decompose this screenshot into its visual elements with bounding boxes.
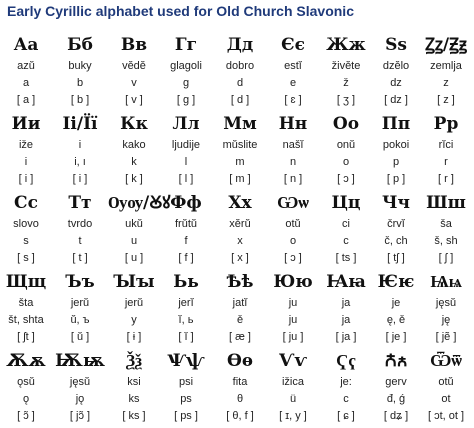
letter-cell (160, 32, 212, 111)
letter-cell (108, 269, 160, 348)
alphabet-row (0, 32, 474, 111)
letter-name: ižica (281, 376, 304, 388)
letter-glyph: Лл (172, 114, 200, 134)
letter-glyph: Бб (67, 35, 93, 55)
letter-glyph: Ꙑꙑ (113, 272, 155, 292)
letter-name: kako (122, 139, 146, 151)
letter-glyph: Пп (381, 114, 411, 134)
letter-transliteration: dz (390, 77, 402, 89)
letter-transliteration: ps (180, 393, 192, 405)
letter-pronunciation: [ θ, f ] (226, 410, 254, 422)
letter-cell (108, 32, 160, 111)
alphabet-row (0, 269, 474, 348)
letter-pronunciation: [ ʃ ] (438, 252, 454, 264)
letter-name: dobro (225, 60, 255, 72)
letter-name: našĭ (282, 139, 304, 151)
letter-glyph: Жж (326, 35, 366, 55)
letter-glyph: Хх (228, 193, 252, 213)
letter-cell (160, 111, 212, 190)
letter-pronunciation: [ k ] (125, 173, 143, 185)
letter-cell (418, 190, 474, 269)
letter-glyph: Чч (382, 193, 410, 213)
letter-transliteration: f (184, 235, 188, 247)
letter-name: pokoi (382, 139, 410, 151)
letter-name: psi (178, 376, 194, 388)
letter-transliteration: i, ı (74, 156, 86, 168)
letter-transliteration: č, ch (384, 235, 408, 247)
letter-cell (320, 32, 372, 111)
letter-cell (418, 269, 474, 348)
alphabet-row (0, 348, 474, 427)
letter-name: buky (68, 60, 92, 72)
letter-transliteration: n (289, 156, 297, 168)
letter-pronunciation: [ jɔ̃ ] (69, 410, 91, 422)
letter-pronunciation: [ x ] (231, 252, 249, 264)
letter-transliteration: y (131, 314, 137, 326)
letter-transliteration: s (23, 235, 29, 247)
letter-cell (320, 269, 372, 348)
letter-cell (214, 111, 266, 190)
letter-name: iže (18, 139, 34, 151)
letter-name: mŭslite (222, 139, 258, 151)
letter-cell (214, 190, 266, 269)
letter-name: jerŭ (70, 297, 90, 309)
letter-pronunciation: [ z ] (437, 94, 455, 106)
letter-glyph: Іі/Її (62, 114, 98, 134)
letter-pronunciation: [ t ] (72, 252, 88, 264)
letter-transliteration: g (182, 77, 190, 89)
letter-cell (370, 111, 422, 190)
letter-name: ukŭ (125, 218, 143, 230)
letter-transliteration: jǫ (75, 393, 85, 405)
letter-cell (0, 111, 52, 190)
letter-name: ksi (127, 376, 141, 388)
letter-pronunciation: [ f ] (178, 252, 194, 264)
letter-name: je: (340, 376, 352, 388)
letter-pronunciation: [ ʒ ] (336, 94, 356, 106)
letter-name: jerĭ (178, 297, 194, 309)
letter-transliteration: ot (441, 393, 451, 405)
letter-glyph: Ѣѣ (226, 272, 254, 292)
letter-cell (0, 269, 52, 348)
letter-cell (108, 348, 160, 427)
letter-glyph: Дд (226, 35, 254, 55)
letter-transliteration: ě (236, 314, 244, 326)
letter-glyph: Шш (426, 193, 466, 213)
letter-glyph: Нн (278, 114, 308, 134)
letter-transliteration: x (237, 235, 243, 247)
letter-name: slovo (13, 218, 39, 230)
letter-transliteration: p (392, 156, 400, 168)
letter-cell (370, 348, 422, 427)
letter-glyph: Ѹѹ/Ꙋꙋ (108, 193, 171, 213)
letter-glyph: Ѱѱ (167, 351, 205, 371)
letter-pronunciation: [ ɛ ] (284, 94, 302, 106)
letter-transliteration: l (184, 156, 188, 168)
letter-cell (0, 32, 52, 111)
letter-transliteration: ǫ (22, 393, 30, 405)
letter-transliteration: ž (343, 77, 349, 89)
letter-glyph: Ҁҁ (336, 351, 356, 371)
letter-transliteration: ja (341, 314, 351, 326)
letter-pronunciation: [ l ] (178, 173, 194, 185)
letter-pronunciation: [ ɕ ] (337, 410, 355, 422)
letter-cell (370, 269, 422, 348)
letter-transliteration: ju (288, 314, 298, 326)
letter-cell (370, 32, 422, 111)
letter-glyph: Сс (14, 193, 38, 213)
letter-cell (54, 190, 106, 269)
letter-name: xĕrŭ (229, 218, 251, 230)
letter-cell (320, 348, 372, 427)
letter-pronunciation: [ æ ] (228, 331, 251, 343)
letter-transliteration: c (343, 393, 349, 405)
letter-glyph: Аа (13, 35, 39, 55)
letter-pronunciation: [ n ] (283, 173, 303, 185)
letter-cell (418, 111, 474, 190)
letter-pronunciation: [ ɨ ] (126, 331, 142, 343)
letter-cell (267, 348, 319, 427)
letter-name: jęsŭ (435, 297, 457, 309)
letter-pronunciation: [ ĭ ] (178, 331, 194, 343)
letter-transliteration: c (343, 235, 349, 247)
letter-transliteration: b (76, 77, 84, 89)
letter-transliteration: d (236, 77, 244, 89)
letter-glyph: Ъъ (65, 272, 95, 292)
letter-glyph: Щщ (5, 272, 47, 292)
letter-pronunciation: [ ɔ ] (337, 173, 355, 185)
letter-glyph: Ѕѕ (385, 35, 407, 55)
letter-pronunciation: [ ja ] (335, 331, 357, 343)
letter-pronunciation: [ a ] (16, 94, 36, 106)
letter-pronunciation: [ r ] (438, 173, 454, 185)
letter-name: otŭ (285, 218, 301, 230)
letter-pronunciation: [ ŭ ] (70, 331, 90, 343)
letter-cell (160, 269, 212, 348)
letter-glyph: Єє (281, 35, 305, 55)
letter-glyph: Ии (11, 114, 41, 134)
letter-cell (214, 32, 266, 111)
letter-pronunciation: [ u ] (124, 252, 144, 264)
letter-pronunciation: [ i ] (18, 173, 34, 185)
letter-name: jatĭ (232, 297, 248, 309)
letter-cell (54, 111, 106, 190)
letter-name: šta (18, 297, 34, 309)
letter-glyph: Ѵѵ (278, 351, 308, 371)
letter-name: ja (341, 297, 351, 309)
letter-glyph: Ѡѡ (277, 193, 309, 213)
letter-name: ǫsŭ (17, 376, 35, 388)
letter-glyph: Вв (120, 35, 148, 55)
letter-cell (267, 111, 319, 190)
letter-glyph: Кк (120, 114, 148, 134)
letter-transliteration: u (130, 235, 138, 247)
letter-name: ju (288, 297, 298, 309)
letter-pronunciation: [ d ] (230, 94, 250, 106)
letter-transliteration: z (443, 77, 449, 89)
letter-cell (54, 32, 106, 111)
letter-cell (54, 348, 106, 427)
letter-cell (267, 190, 319, 269)
letter-glyph: Ьь (173, 272, 199, 292)
letter-name: frŭtŭ (174, 218, 197, 230)
letter-glyph: Мм (223, 114, 257, 134)
page-title: Early Cyrillic alphabet used for Old Church Slavonic (7, 3, 354, 19)
letter-glyph: Тт (68, 193, 92, 213)
letter-transliteration: v (131, 77, 137, 89)
letter-cell (0, 348, 52, 427)
letter-name: i (78, 139, 82, 151)
letter-glyph: Фф (170, 193, 202, 213)
letter-name: jęsŭ (69, 376, 91, 388)
letter-pronunciation: [ ɔt, ot ] (427, 410, 465, 422)
letter-name: ša (440, 218, 452, 230)
letter-name: onŭ (336, 139, 356, 151)
letter-pronunciation: [ ks ] (122, 410, 146, 422)
letter-cell (108, 190, 171, 269)
letter-glyph: Гг (174, 35, 198, 55)
letter-transliteration: k (131, 156, 137, 168)
letter-pronunciation: [ p ] (386, 173, 406, 185)
letter-pronunciation: [ tʃ ] (387, 252, 405, 264)
letter-cell (214, 269, 266, 348)
letter-pronunciation: [ je ] (385, 331, 407, 343)
letter-glyph: Ѩѩ (430, 272, 462, 292)
letter-name: zemlja (430, 60, 462, 72)
letter-name: dzĕlo (382, 60, 410, 72)
letter-pronunciation: [ dʑ ] (383, 410, 409, 422)
letter-transliteration: ję (441, 314, 451, 326)
letter-name: rĭci (438, 139, 454, 151)
letter-cell (214, 348, 266, 427)
alphabet-row (0, 111, 474, 190)
letter-pronunciation: [ ju ] (282, 331, 304, 343)
letter-pronunciation: [ v ] (125, 94, 143, 106)
letter-transliteration: š, sh (434, 235, 458, 247)
letter-cell (160, 348, 212, 427)
letter-pronunciation: [ dz ] (384, 94, 408, 106)
letter-glyph: Цц (331, 193, 361, 213)
letter-transliteration: ĭ, ь (178, 314, 194, 326)
letter-glyph: Рр (433, 114, 459, 134)
letter-pronunciation: [ m ] (229, 173, 251, 185)
letter-transliteration: o (342, 156, 350, 168)
letter-cell (0, 190, 52, 269)
letter-glyph: Ѯѯ (126, 351, 142, 371)
letter-pronunciation: [ ɔ ] (284, 252, 302, 264)
letter-pronunciation: [ g ] (176, 94, 196, 106)
letter-pronunciation: [ jẽ ] (435, 331, 457, 343)
letter-glyph: Ѫѫ (6, 351, 46, 371)
letter-transliteration: ŭ, ъ (70, 314, 90, 326)
letter-name: tvrdo (67, 218, 93, 230)
letter-pronunciation: [ i ] (72, 173, 88, 185)
letter-glyph: Юю (273, 272, 313, 292)
letter-name: jerŭ (124, 297, 144, 309)
letter-transliteration: št, shta (8, 314, 44, 326)
letter-cell (320, 190, 372, 269)
letter-name: azŭ (17, 60, 35, 72)
letter-name: ci (342, 218, 350, 230)
letter-cell (320, 111, 372, 190)
letter-transliteration: ę, ě (386, 314, 406, 326)
letter-transliteration: r (444, 156, 448, 168)
letter-pronunciation: [ b ] (70, 94, 90, 106)
letter-transliteration: ks (128, 393, 140, 405)
letter-cell (418, 32, 474, 111)
letter-name: glagoli (170, 60, 202, 72)
letter-cell (370, 190, 422, 269)
letter-pronunciation: [ ts ] (335, 252, 357, 264)
letter-pronunciation: [ ɔ̃ ] (17, 410, 35, 422)
letter-pronunciation: [ ʃt ] (17, 331, 35, 343)
letter-glyph: Ѥѥ (377, 272, 415, 292)
letter-glyph: Оо (332, 114, 360, 134)
alphabet-row (0, 190, 474, 269)
letter-transliteration: đ, ǵ (386, 393, 406, 405)
letter-transliteration: i (24, 156, 28, 168)
letter-pronunciation: [ s ] (17, 252, 35, 264)
letter-name: črvĭ (387, 218, 405, 230)
letter-name: fita (232, 376, 248, 388)
letter-transliteration: a (22, 77, 30, 89)
letter-glyph: Ѳѳ (227, 351, 253, 371)
letter-name: otŭ (438, 376, 454, 388)
letter-name: vĕdĕ (122, 60, 146, 72)
letter-glyph: Ꙗꙗ (326, 272, 366, 292)
letter-name: gerv (385, 376, 407, 388)
letter-glyph: Ѭѭ (55, 351, 105, 371)
letter-transliteration: o (289, 235, 297, 247)
letter-pronunciation: [ ps ] (174, 410, 198, 422)
letter-cell (267, 269, 319, 348)
letter-cell (108, 111, 160, 190)
letter-name: je (391, 297, 401, 309)
letter-cell (160, 190, 212, 269)
letter-transliteration: e (289, 77, 297, 89)
letter-name: ljudije (171, 139, 201, 151)
letter-transliteration: ü (289, 393, 297, 405)
letter-name: estĭ (284, 60, 302, 72)
letter-glyph: Ꙉꙉ (384, 351, 408, 371)
letter-transliteration: t (78, 235, 82, 247)
letter-pronunciation: [ ɪ, y ] (279, 410, 307, 422)
alphabet-grid (0, 32, 474, 427)
letter-glyph: Ѿѿ (430, 351, 462, 371)
letter-cell (54, 269, 106, 348)
letter-cell (418, 348, 474, 427)
letter-transliteration: θ (236, 393, 244, 405)
letter-name: živĕte (331, 60, 361, 72)
letter-glyph: Ꙁꙁ/Ꙃꙃ (425, 35, 467, 55)
letter-cell (267, 32, 319, 111)
letter-transliteration: m (235, 156, 245, 168)
